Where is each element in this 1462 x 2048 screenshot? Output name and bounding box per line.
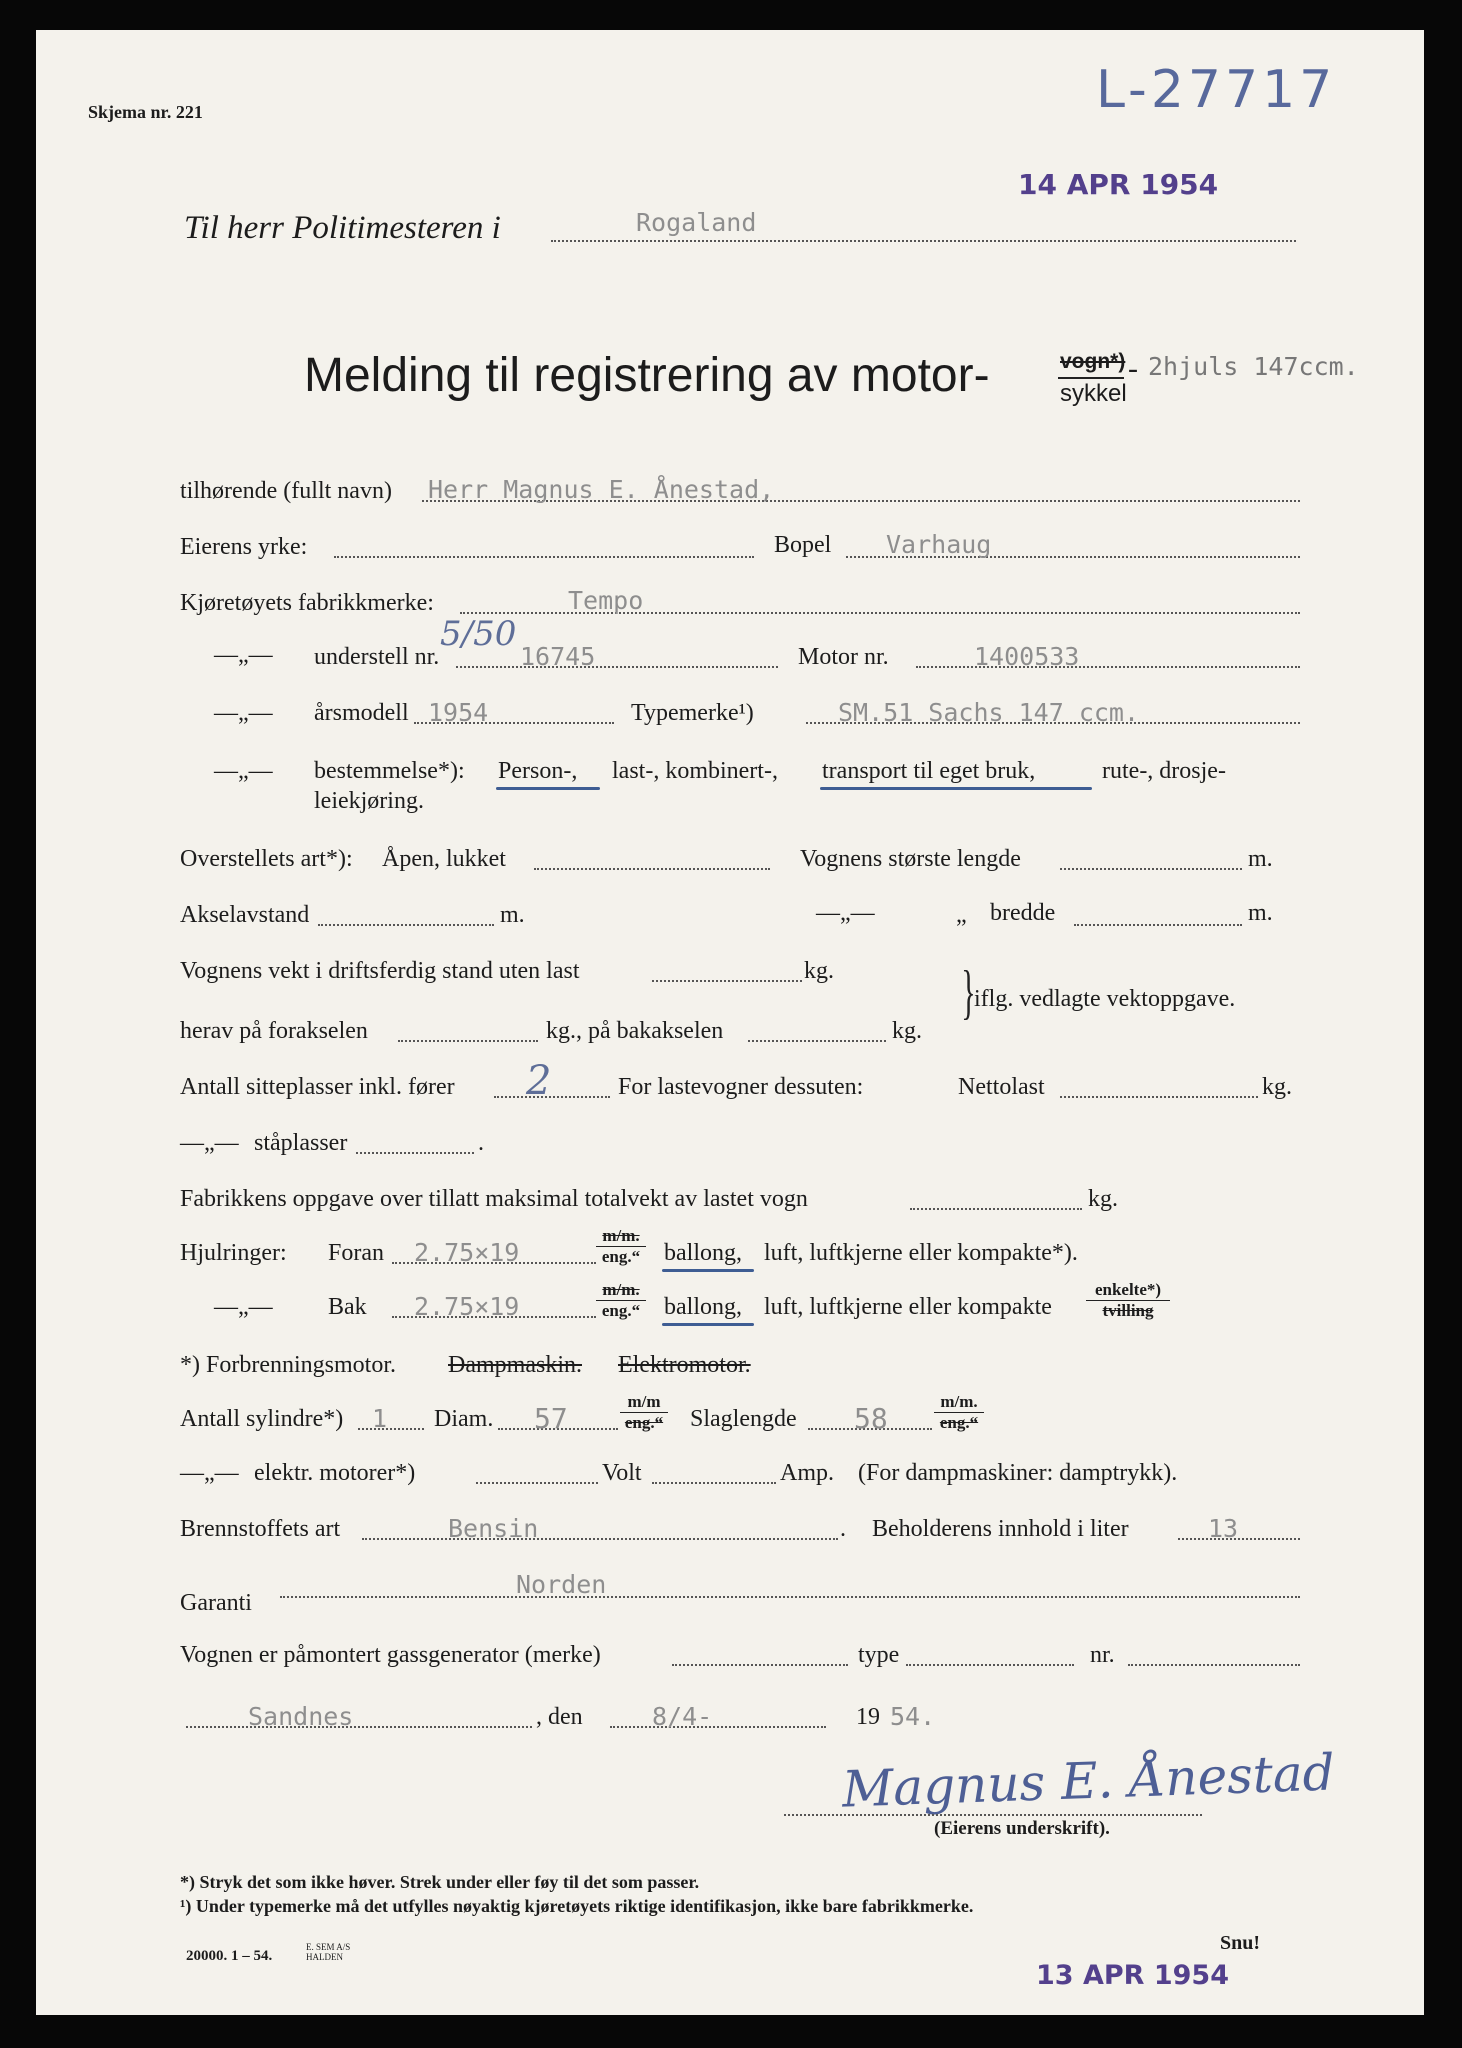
- max-weight-label: Fabrikkens oppgave over tillatt maksimal totalvekt av lastet vogn: [180, 1186, 808, 1212]
- standing-line: [356, 1152, 474, 1154]
- purpose-line2: leiekjøring.: [314, 788, 424, 814]
- tank-line: [1178, 1538, 1300, 1540]
- ditto-mark-3: —„—: [214, 758, 273, 784]
- form-number: Skjema nr. 221: [88, 102, 203, 122]
- standing-dot: .: [478, 1130, 484, 1156]
- weight-brace: }: [961, 959, 976, 1025]
- tires-rear-ballong: ballong,: [664, 1294, 742, 1320]
- gas-generator-nr: nr.: [1090, 1642, 1115, 1668]
- owner-signature: Magnus E. Ånestad: [841, 1743, 1336, 1819]
- tires-front-options: luft, luftkjerne eller kompakte*).: [764, 1240, 1078, 1266]
- signature-line: [784, 1814, 1202, 1816]
- purpose-others: last-, kombinert-,: [612, 758, 778, 784]
- occupation-label: Eierens yrke:: [180, 534, 308, 560]
- seats-value: 2: [526, 1058, 552, 1104]
- weight-line: [652, 980, 802, 982]
- volt-line: [652, 1482, 776, 1484]
- printer-name-1: E. SEM A/S: [306, 1942, 351, 1952]
- gas-type-line: [906, 1664, 1074, 1666]
- standing-label: ståplasser: [254, 1130, 348, 1156]
- purpose-person-underline: [496, 787, 600, 790]
- fuel-line: [362, 1538, 838, 1540]
- model-year-value: 1954: [428, 698, 489, 727]
- gas-generator-type: type: [858, 1642, 900, 1668]
- tires-rear-ballong-underline: [662, 1323, 754, 1326]
- body-label: Overstellets art*):: [180, 846, 353, 872]
- ditto-mark-5: —„—: [214, 1294, 273, 1320]
- tires-rear-mounting: [1086, 1280, 1170, 1321]
- net-load-line: [1060, 1096, 1258, 1098]
- purpose-transport-underline: [820, 787, 1092, 790]
- wheelbase-line: [318, 924, 494, 926]
- date-value: 8/4-: [652, 1702, 713, 1731]
- electric-line: [476, 1482, 598, 1484]
- motor-value: 1400533: [974, 642, 1080, 671]
- guarantee-line: [280, 1596, 1300, 1598]
- district-line: [551, 240, 1296, 242]
- tires-label: Hjulringer:: [180, 1240, 287, 1266]
- front-axle-label: herav på forakselen: [180, 1018, 368, 1044]
- make-label: Kjøretøyets fabrikkmerke:: [180, 590, 434, 616]
- signature-caption: (Eierens underskrift).: [934, 1818, 1110, 1839]
- ditto-mark-6: —„—: [180, 1460, 239, 1486]
- rear-axle-line: [748, 1040, 886, 1042]
- tires-rear-value: 2.75×19: [414, 1292, 520, 1321]
- received-stamp-top: 14 APR 1954: [1018, 168, 1219, 201]
- tires-front-label: Foran: [328, 1240, 384, 1266]
- gas-generator-line: [672, 1664, 848, 1666]
- form-sheet: [36, 30, 1424, 2015]
- footnote-one: ¹) Under typemerke må det utfylles nøyaktig kjøretøyets riktige identifikasjon, ikke bare fabrikkmerke.: [180, 1896, 974, 1916]
- guarantee-label: Garanti: [180, 1590, 252, 1616]
- width-unit: m.: [1248, 900, 1273, 926]
- addressee-label: Til herr Politimesteren i: [184, 210, 501, 246]
- chassis-handwritten: 5/50: [440, 614, 517, 654]
- rear-axle-label: kg., på bakakselen: [546, 1018, 724, 1044]
- received-stamp-bottom: 13 APR 1954: [1036, 1960, 1229, 1991]
- tires-single: enkelte*): [1086, 1280, 1170, 1301]
- type-mark-label: Typemerke¹): [631, 700, 754, 726]
- title-option-sykkel: sykkel: [1060, 380, 1127, 407]
- owner-value: Herr Magnus E. Ånestad,: [428, 475, 775, 504]
- footnote-star: *) Stryk det som ikke høver. Strek under eller føy til det som passer.: [180, 1872, 700, 1892]
- steam-note: (For dampmaskiner: damptrykk).: [858, 1460, 1178, 1486]
- chassis-value: 16745: [520, 642, 596, 671]
- ditto-mark-width: —„—: [816, 900, 875, 926]
- stroke-unit-eng: eng.“: [939, 1413, 979, 1432]
- cylinders-label: Antall sylindre*): [180, 1406, 344, 1432]
- ditto-mark-1: —„—: [214, 642, 273, 668]
- gas-generator-label: Vognen er påmontert gassgenerator (merke): [180, 1642, 601, 1668]
- net-load-unit: kg.: [1262, 1074, 1292, 1100]
- diam-unit: [620, 1392, 668, 1433]
- fuel-label: Brennstoffets art: [180, 1516, 341, 1542]
- amp-label: Amp.: [780, 1460, 834, 1486]
- title-fraction-bar: [1058, 377, 1124, 379]
- wheelbase-label: Akselavstand: [180, 902, 310, 928]
- purpose-rest: rute-, drosje-: [1102, 758, 1226, 784]
- turn-over-note: Snu!: [1220, 1932, 1261, 1954]
- gas-nr-line: [1128, 1664, 1300, 1666]
- make-value: Tempo: [568, 586, 644, 615]
- weight-label: Vognens vekt i driftsferdig stand uten last: [180, 958, 580, 984]
- cylinders-value: 1: [372, 1404, 388, 1433]
- place-line: [186, 1726, 532, 1728]
- length-label: Vognens største lengde: [800, 846, 1021, 872]
- diam-value: 57: [534, 1402, 568, 1435]
- model-year-label: årsmodell: [314, 700, 409, 726]
- tank-label: Beholderens innhold i liter: [872, 1516, 1129, 1542]
- tires-front-ballong: ballong,: [664, 1240, 742, 1266]
- weight-note: iflg. vedlagte vektoppgave.: [974, 986, 1236, 1012]
- diam-label: Diam.: [434, 1406, 494, 1432]
- motor-label: Motor nr.: [798, 644, 889, 670]
- front-axle-line: [398, 1040, 538, 1042]
- date-label: , den: [536, 1704, 583, 1730]
- reference-number: L-27717: [1096, 60, 1337, 120]
- engine-steam: Dampmaskin.: [448, 1352, 582, 1378]
- stroke-label: Slaglengde: [690, 1406, 797, 1432]
- residence-value: Varhaug: [886, 530, 992, 559]
- seats-label: Antall sitteplasser inkl. fører: [180, 1074, 455, 1100]
- occupation-line: [334, 556, 754, 558]
- year-prefix: 19: [856, 1704, 880, 1730]
- printer-name-2: HALDEN: [306, 1952, 343, 1962]
- max-weight-unit: kg.: [1088, 1186, 1118, 1212]
- weight-unit: kg.: [804, 958, 834, 984]
- ditto-mark-2: —„—: [214, 700, 273, 726]
- width-line: [1074, 924, 1242, 926]
- stroke-unit-mm: m/m.: [934, 1392, 984, 1413]
- seats-line: [494, 1096, 610, 1098]
- fuel-value: Bensin: [448, 1514, 539, 1543]
- tires-front-unit-mm: m/m.: [596, 1226, 646, 1247]
- tires-rear-options: luft, luftkjerne eller kompakte: [764, 1294, 1052, 1320]
- tires-front-unit-eng: eng.“: [601, 1247, 641, 1266]
- length-unit: m.: [1248, 846, 1273, 872]
- body-line: [534, 868, 770, 870]
- district-value: Rogaland: [636, 208, 757, 237]
- type-mark-value: SM.51 Sachs 147 ccm.: [838, 698, 1140, 727]
- purpose-person: Person-,: [498, 758, 578, 784]
- title-option-vogn: vogn*): [1060, 350, 1126, 373]
- fuel-dot: .: [840, 1516, 846, 1542]
- body-options: Åpen, lukket: [382, 846, 506, 872]
- purpose-label: bestemmelse*):: [314, 758, 465, 784]
- place-value: Sandnes: [248, 1702, 354, 1731]
- electric-label: elektr. motorer*): [254, 1460, 416, 1486]
- tires-rear-label: Bak: [328, 1294, 367, 1320]
- cargo-label: For lastevogner dessuten:: [618, 1074, 864, 1100]
- ditto-mark-4: —„—: [180, 1130, 239, 1156]
- date-line: [610, 1726, 826, 1728]
- tires-front-ballong-underline: [662, 1269, 754, 1272]
- title-dash: -: [1128, 352, 1138, 385]
- tires-rear-unit-mm: m/m.: [596, 1280, 646, 1301]
- cylinders-line: [358, 1428, 424, 1430]
- print-run: 20000. 1 – 54.: [186, 1948, 273, 1964]
- chassis-label: understell nr.: [314, 644, 440, 670]
- diam-unit-eng: eng.“: [624, 1413, 664, 1432]
- residence-label: Bopel: [774, 532, 832, 558]
- tank-value: 13: [1208, 1514, 1239, 1543]
- stroke-value: 58: [854, 1402, 888, 1435]
- purpose-transport: transport til eget bruk,: [822, 758, 1036, 784]
- width-label: bredde: [990, 900, 1056, 926]
- chassis-line: [456, 666, 778, 668]
- tires-front-unit: [596, 1226, 646, 1267]
- owner-label: tilhørende (fullt navn): [180, 478, 392, 504]
- tires-rear-unit: [596, 1280, 646, 1321]
- title-typed-note: 2hjuls 147ccm.: [1148, 352, 1359, 381]
- guarantee-value: Norden: [516, 1570, 607, 1599]
- volt-label: Volt: [602, 1460, 642, 1486]
- width-ditto: „: [956, 902, 967, 928]
- tires-rear-unit-eng: eng.“: [601, 1301, 641, 1320]
- wheelbase-unit: m.: [500, 902, 525, 928]
- net-load-label: Nettolast: [958, 1074, 1045, 1100]
- stroke-unit: [934, 1392, 984, 1433]
- engine-combustion: *) Forbrenningsmotor.: [180, 1352, 396, 1378]
- engine-electric: Elektromotor.: [618, 1352, 751, 1378]
- rear-axle-unit: kg.: [892, 1018, 922, 1044]
- tires-front-value: 2.75×19: [414, 1238, 520, 1267]
- year-value: 54.: [890, 1702, 936, 1731]
- length-line: [1060, 868, 1242, 870]
- diam-unit-mm: m/m: [620, 1392, 668, 1413]
- max-weight-line: [910, 1208, 1082, 1210]
- form-title: Melding til registrering av motor-: [304, 349, 990, 402]
- tires-twin: tvilling: [1102, 1301, 1154, 1320]
